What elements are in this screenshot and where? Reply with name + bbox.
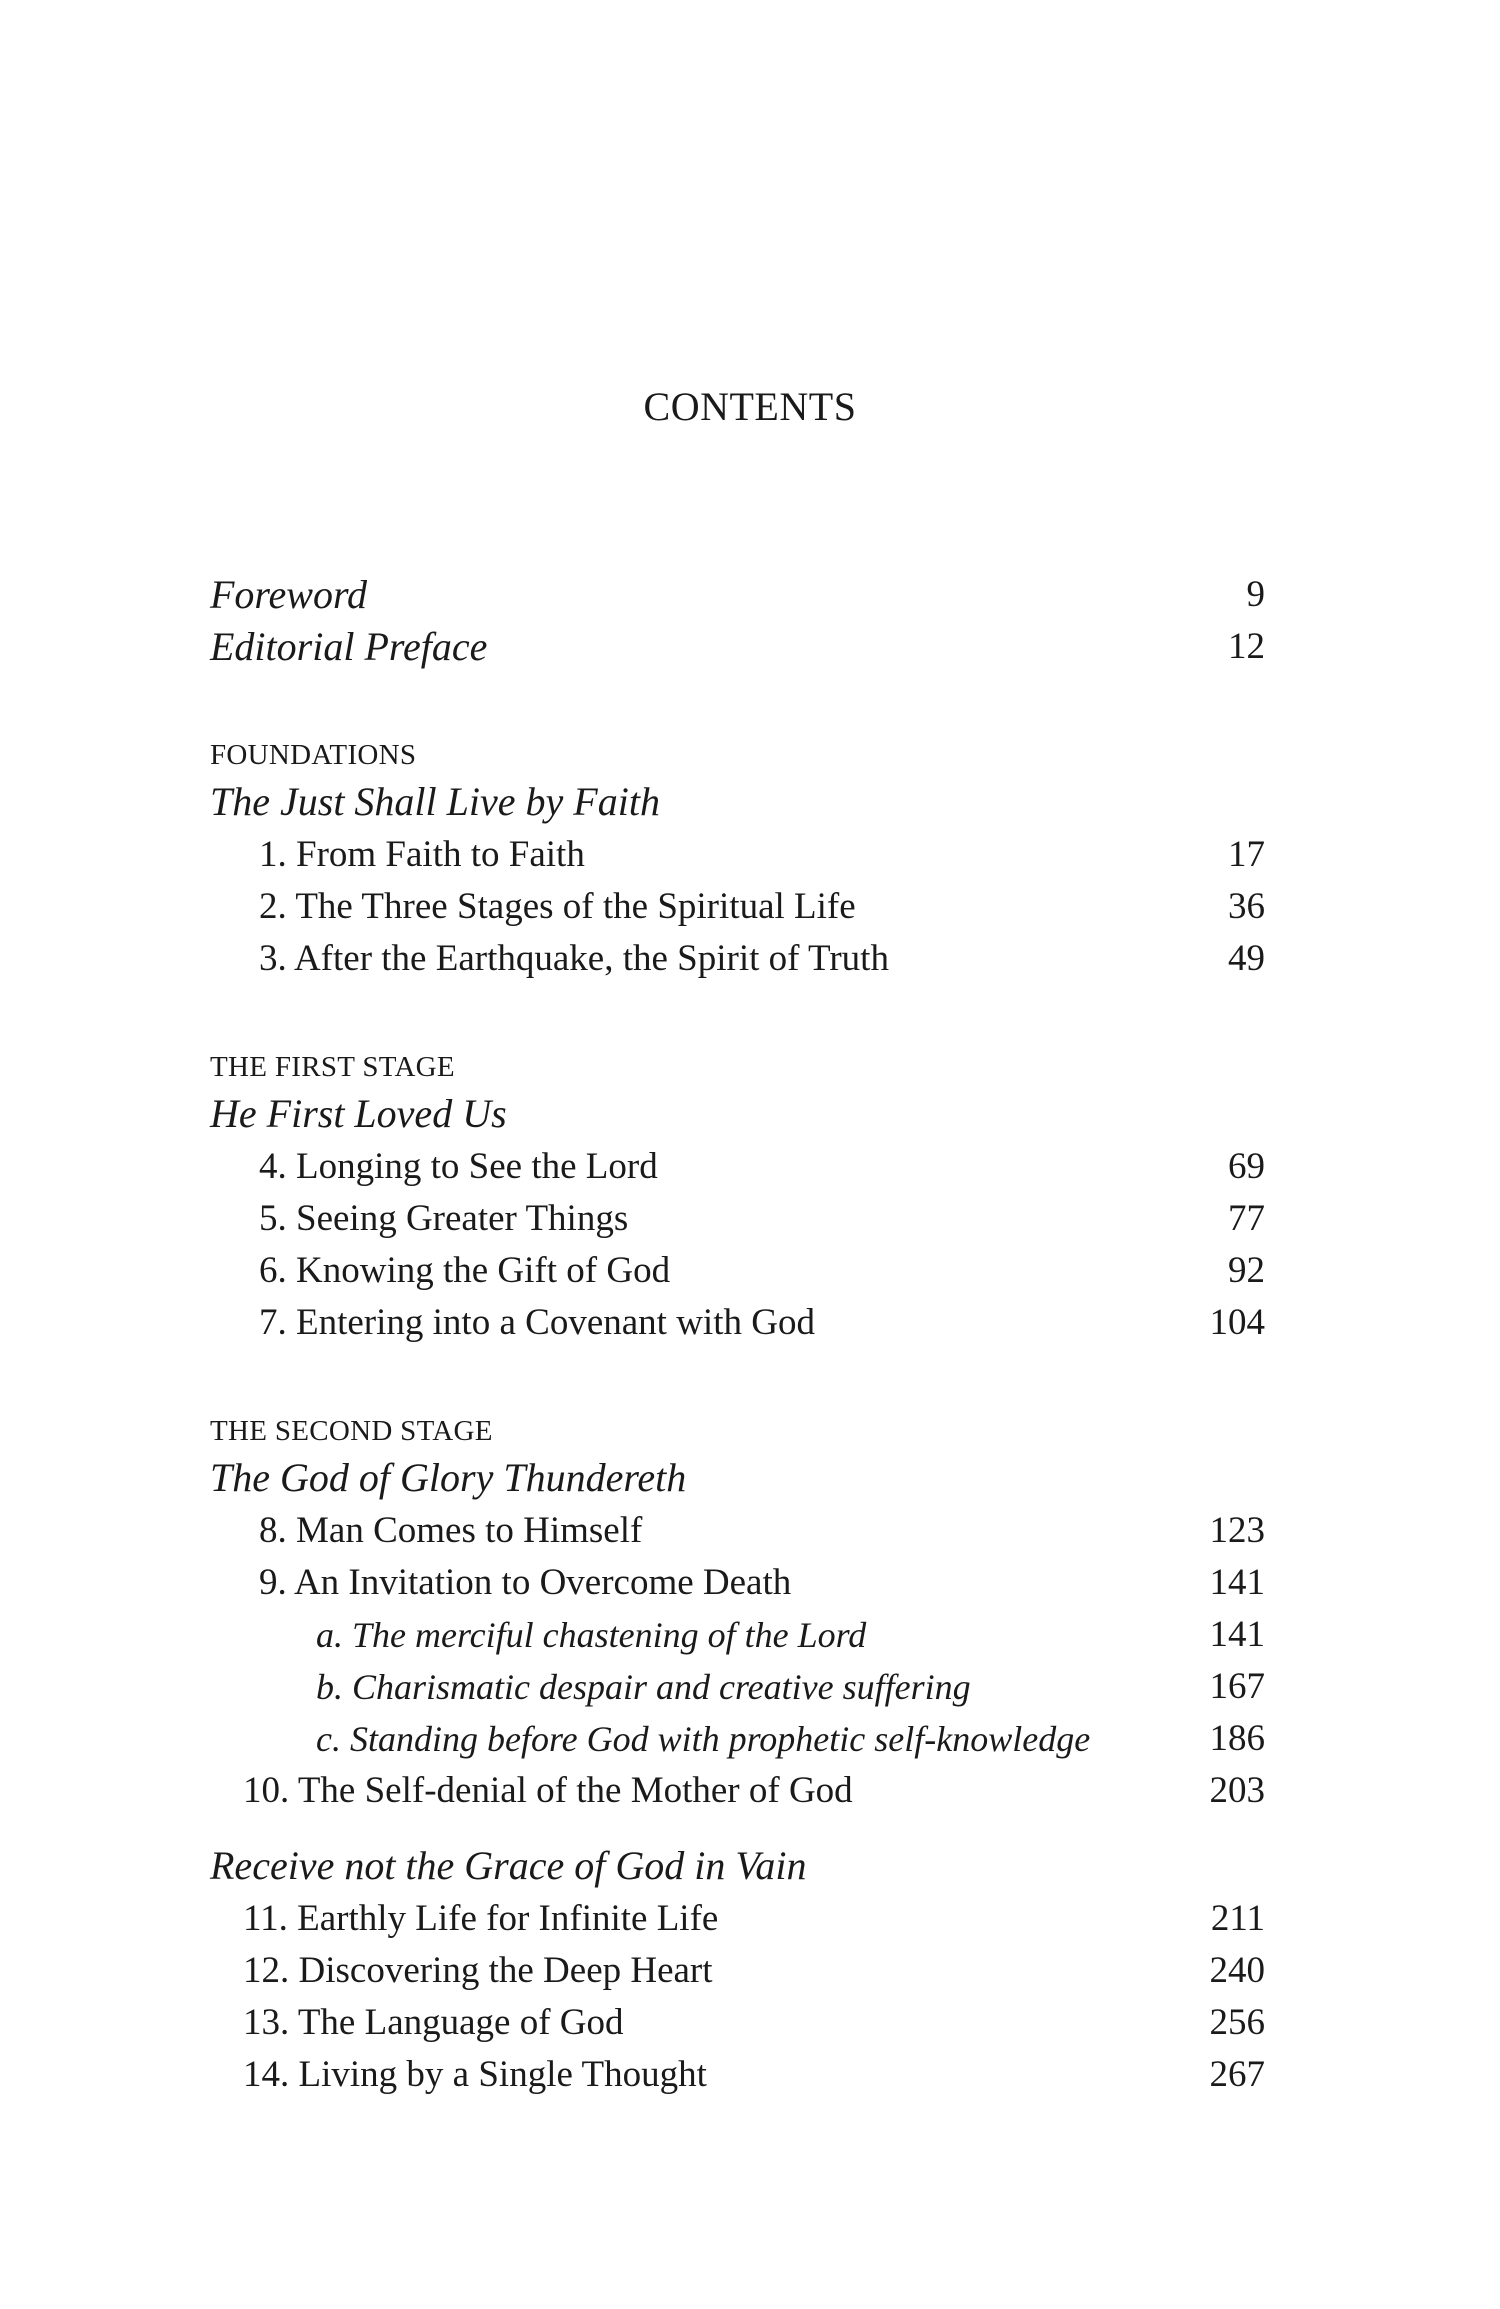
toc-entry[interactable] (210, 881, 1265, 933)
toc-entry[interactable] (210, 1765, 1265, 1817)
toc-entry[interactable] (210, 1997, 1265, 2049)
toc-entry-editorial-preface[interactable] (210, 621, 1265, 673)
toc-entry-title: 1. From Faith to Faith (259, 834, 585, 875)
toc-entry-title: Editorial Preface (210, 624, 488, 669)
toc-entry-page: 267 (1209, 2054, 1265, 2095)
section-heading-foundations (210, 776, 1265, 828)
toc-entry[interactable] (210, 1193, 1265, 1245)
toc-entry-page: 141 (1209, 1614, 1265, 1655)
toc-entry[interactable] (210, 1557, 1265, 1609)
toc-entry-page: 203 (1209, 1770, 1265, 1811)
toc-entry-page: 17 (1228, 834, 1265, 875)
toc-entry-title: 13. The Language of God (243, 2002, 624, 2043)
toc-entry-title: 3. After the Earthquake, the Spirit of Truth (259, 938, 889, 979)
toc-entry-page: 211 (1210, 1898, 1265, 1939)
toc-entry-foreword[interactable] (210, 569, 1265, 621)
toc-entry[interactable] (210, 1141, 1265, 1193)
toc-entry-title: 10. The Self-denial of the Mother of God (243, 1770, 853, 1811)
toc-entry-page: 12 (1228, 626, 1265, 667)
toc-entry-title: 14. Living by a Single Thought (243, 2054, 707, 2095)
toc-entry-title: 2. The Three Stages of the Spiritual Life (259, 886, 856, 927)
section-heading-text: He First Loved Us (210, 1091, 507, 1136)
toc-entry-title: Foreword (210, 572, 368, 617)
section-label-foundations: FOUNDATIONS (210, 739, 417, 771)
toc-entry-page: 167 (1209, 1666, 1265, 1707)
page-title: CONTENTS (643, 384, 857, 429)
section-label-second-stage: THE SECOND STAGE (210, 1415, 493, 1447)
toc-entry-page: 123 (1209, 1510, 1265, 1551)
section-heading-first-stage (210, 1088, 1265, 1140)
toc-entry-page: 69 (1228, 1146, 1265, 1187)
toc-entry[interactable] (210, 1245, 1265, 1297)
toc-entry[interactable] (210, 1297, 1265, 1349)
toc-entry[interactable] (210, 2049, 1265, 2101)
toc-entry[interactable] (210, 1945, 1265, 1997)
toc-entry[interactable] (210, 829, 1265, 881)
toc-entry-page: 92 (1228, 1250, 1265, 1291)
section-heading-text: Receive not the Grace of God in Vain (210, 1843, 807, 1888)
toc-subentry[interactable] (210, 1713, 1265, 1765)
toc-entry-page: 9 (1246, 574, 1265, 615)
toc-entry-page: 240 (1209, 1950, 1265, 1991)
toc-entry-page: 36 (1228, 886, 1265, 927)
toc-entry-title: 9. An Invitation to Overcome Death (259, 1562, 792, 1603)
toc-entry-title: 12. Discovering the Deep Heart (243, 1950, 713, 1991)
toc-subentry[interactable] (210, 1609, 1265, 1661)
toc-entry-title: a. The merciful chastening of the Lord (316, 1615, 867, 1655)
section-heading-text: The Just Shall Live by Faith (210, 779, 660, 824)
toc-entry-title: 4. Longing to See the Lord (259, 1146, 658, 1187)
section-label-first-stage: THE FIRST STAGE (210, 1051, 455, 1083)
toc-entry[interactable] (210, 933, 1265, 985)
toc-entry-page: 104 (1209, 1302, 1265, 1343)
toc-entry-page: 256 (1209, 2002, 1265, 2043)
toc-entry-page: 77 (1228, 1198, 1265, 1239)
toc-entry-title: 8. Man Comes to Himself (259, 1510, 643, 1551)
toc-subentry[interactable] (210, 1661, 1265, 1713)
toc-entry-page: 186 (1209, 1718, 1265, 1759)
toc-entry-title: 7. Entering into a Covenant with God (259, 1302, 815, 1343)
section-heading-text: The God of Glory Thundereth (210, 1455, 687, 1500)
toc-entry[interactable] (210, 1893, 1265, 1945)
section-heading-receive-grace (210, 1840, 1265, 1892)
toc-entry-title: b. Charismatic despair and creative suffering (316, 1667, 971, 1707)
toc-entry-page: 49 (1228, 938, 1265, 979)
toc-entry[interactable] (210, 1505, 1265, 1557)
toc-entry-page: 141 (1209, 1562, 1265, 1603)
section-heading-second-stage (210, 1452, 1265, 1504)
toc-entry-title: 5. Seeing Greater Things (259, 1198, 629, 1239)
toc-entry-title: 6. Knowing the Gift of God (259, 1250, 671, 1291)
toc-entry-title: 11. Earthly Life for Infinite Life (243, 1898, 719, 1939)
toc-entry-title: c. Standing before God with prophetic self-knowledge (316, 1719, 1091, 1759)
